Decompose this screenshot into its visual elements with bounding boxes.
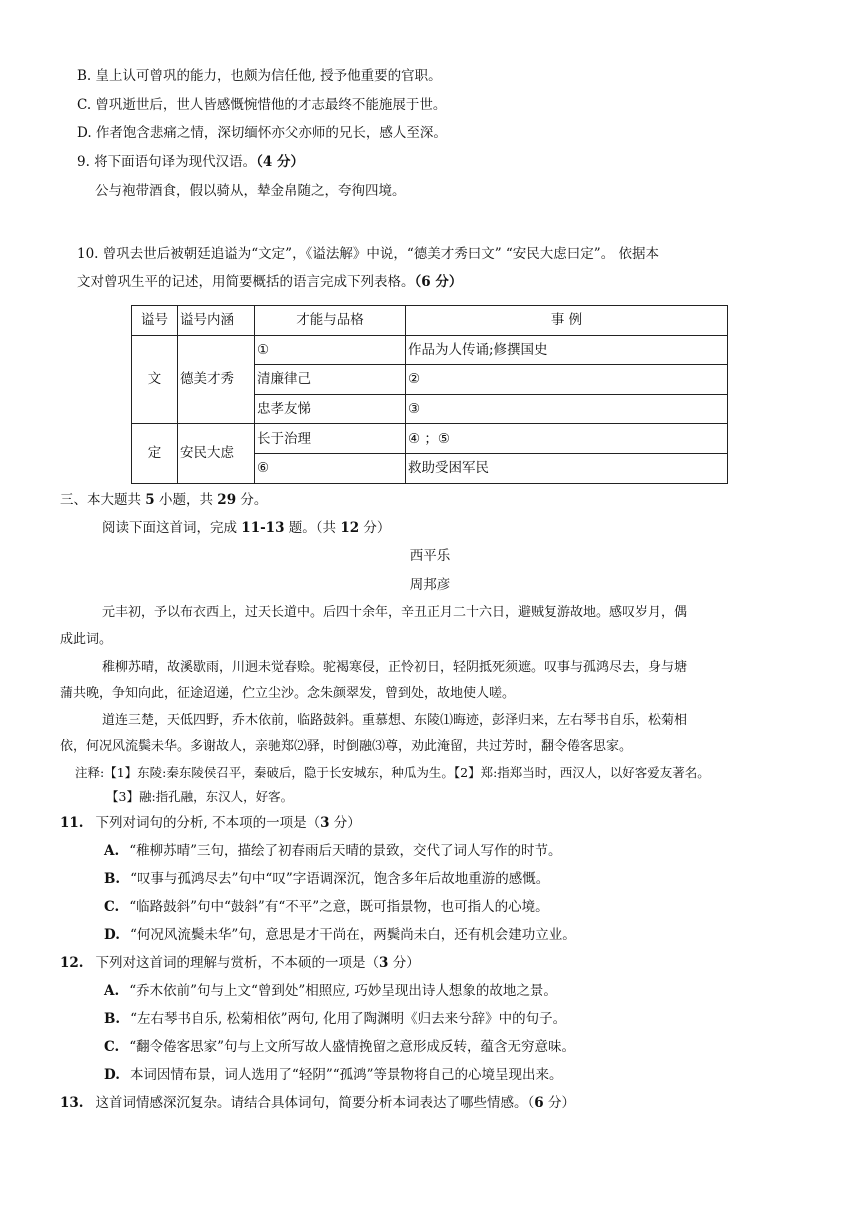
example-cell: ③ — [406, 394, 728, 424]
option-text: 本词因情布景，词人选用了“轻阴”“孤鸿”等景物将自己的心境呈现出来。 — [129, 1067, 563, 1083]
example-cell: ② — [406, 365, 728, 395]
section3-heading — [60, 490, 267, 510]
section3-total-points: 29 — [217, 492, 237, 508]
q13-stem-text: 这首词情感深沉复杂。请结合具体词句，简要分析本词表达了哪些情感。（ — [95, 1095, 535, 1111]
notes-label: 注释: — [75, 765, 105, 780]
q12-points: 3 — [379, 955, 389, 971]
section3-intro-b: 题。（共 — [284, 520, 341, 536]
q13-stem — [60, 1093, 575, 1113]
section3-heading-c: 分。 — [236, 492, 268, 508]
q13-points-suffix: 分） — [543, 1095, 575, 1111]
poem-preface-line1: 元丰初，予以布衣西上，过天长道中。后四十余年，辛丑正月二十六日，避贼复游故地。感叹岁月，偶 — [102, 605, 688, 620]
option-text: “翻令倦客思家”句与上文所写故人盛情挽留之意形成反转，蕴含无穷意味。 — [129, 1039, 576, 1055]
option-label: D. — [104, 1067, 120, 1083]
section3-heading-a: 三、本大题共 — [60, 492, 146, 508]
section3-intro-c: 分） — [359, 520, 391, 536]
poem-stanza2-line1: 道连三楚，天低四野，乔木依前，临路鼓斜。重慕想、东陵⑴晦迹，彭泽归来，左右琴书自乐，松菊相 — [102, 713, 688, 728]
q11-option-d — [104, 925, 576, 945]
option-label: A. — [104, 843, 120, 859]
trait-cell: 清廉律己 — [255, 365, 406, 395]
q12-option-b — [104, 1009, 566, 1029]
poem-stanza2-line2: 依，何况风流鬓未华。多谢故人，亲驰郑⑵驿，时倒融⑶尊，劝此淹留，共过芳时，翻令倦客思家。 — [60, 739, 633, 754]
example-cell: 救助受困军民 — [406, 453, 728, 483]
header-talent-character: 才能与品格 — [255, 306, 406, 336]
q9-stem — [77, 152, 304, 172]
ding-meaning-cell: 安民大虑 — [178, 424, 255, 483]
q8-option-c: C. 曾巩逝世后，世人皆感慨惋惜他的才志最终不能施展于世。 — [77, 97, 447, 113]
example-cell: 作品为人传诵;修撰国史 — [406, 335, 728, 365]
option-text: “叹事与孤鸿尽去”句中“叹”字语调深沉，饱含多年后故地重游的感慨。 — [130, 871, 550, 887]
option-label: C. — [104, 899, 120, 915]
q10-table — [131, 305, 728, 484]
table-row — [132, 424, 728, 454]
header-posthumous-name: 谥号 — [132, 306, 178, 336]
option-text: “临路鼓斜”句中“鼓斜”有“不平”之意，既可指景物，也可指人的心境。 — [129, 899, 549, 915]
section3-intro-a: 阅读下面这首词，完成 — [102, 520, 242, 536]
poem-title: 西平乐 — [409, 548, 451, 564]
q13-number: 13. — [60, 1095, 84, 1111]
q11-stem-text: 下列对词句的分析, 不本项的一项是（ — [95, 815, 321, 831]
q12-number: 12. — [60, 955, 84, 971]
trait-cell: ① — [255, 335, 406, 365]
q11-option-c — [104, 897, 549, 917]
section3-intro — [102, 518, 390, 538]
q11-number: 11. — [60, 815, 84, 831]
wen-name-cell: 文 — [132, 335, 178, 424]
q9-sentence: 公与袍带酒食，假以骑从，辇金帛随之，夸徇四境。 — [95, 183, 406, 199]
q11-option-a — [104, 841, 562, 861]
poem-preface-line2: 成此词。 — [60, 632, 113, 647]
option-label: B. — [104, 871, 121, 887]
poem-notes-line1 — [75, 763, 710, 783]
poem-author: 周邦彦 — [409, 577, 451, 593]
q12-points-suffix: 分） — [388, 955, 420, 971]
q9-points: （4 分） — [256, 154, 305, 170]
option-text: “稚柳苏晴”三句，描绘了初春雨后天晴的景致，交代了词人写作的时节。 — [129, 843, 562, 859]
trait-cell: 忠孝友悌 — [255, 394, 406, 424]
q9-stem-text: 9. 将下面语句译为现代汉语。 — [77, 154, 257, 170]
q8-option-b: B. 皇上认可曾巩的能力，也颇为信任他, 授予他重要的官职。 — [77, 68, 442, 84]
option-label: B. — [104, 1011, 121, 1027]
q10-stem-line1: 10. 曾巩去世后被朝廷追谥为“文定”，《谥法解》中说，“德美才秀曰文” “安民大虑曰定”。 依据本 — [77, 246, 660, 262]
q11-stem — [60, 813, 361, 833]
poem-notes-line2: 【3】融:指孔融，东汉人，好客。 — [106, 789, 294, 804]
poem-stanza1-line2: 蒲共晚，争知向此，征途迢递，伫立尘沙。念朱颜翠发，曾到处，故地使人嗟。 — [60, 686, 516, 701]
q13-points: 6 — [534, 1095, 544, 1111]
q12-stem — [60, 953, 420, 973]
trait-cell: 长于治理 — [255, 424, 406, 454]
trait-cell: ⑥ — [255, 453, 406, 483]
section3-intro-range: 11-13 — [241, 520, 285, 536]
q12-stem-text: 下列对这首词的理解与赏析，不本硕的一项是（ — [95, 955, 379, 971]
q11-points: 3 — [320, 815, 330, 831]
table-header-row — [132, 306, 728, 336]
wen-meaning-cell: 德美才秀 — [178, 335, 255, 424]
option-text: “左右琴书自乐, 松菊相依”两句, 化用了陶渊明《归去来兮辞》中的句子。 — [130, 1011, 567, 1027]
section3-question-count: 5 — [145, 492, 155, 508]
option-label: C. — [104, 1039, 120, 1055]
q12-option-d — [104, 1065, 563, 1085]
ding-name-cell: 定 — [132, 424, 178, 483]
option-label: A. — [104, 983, 120, 999]
notes-1-2: 【1】东陵:秦东陵侯召平，秦破后，隐于长安城东，种瓜为生。【2】郑:指郑当时，西汉人，以好客爱友著名。 — [104, 765, 710, 780]
q12-option-c — [104, 1037, 575, 1057]
q12-option-a — [104, 981, 557, 1001]
option-text: “何况风流鬓未华”句，意思是才干尚在，两鬓尚未白，还有机会建功立业。 — [129, 927, 576, 943]
q10-points: （6 分） — [414, 274, 463, 290]
option-label: D. — [104, 927, 120, 943]
option-text: “乔木依前”句与上文“曾到处”相照应, 巧妙呈现出诗人想象的故地之景。 — [129, 983, 557, 999]
q8-option-d: D. 作者饱含悲痛之情，深切缅怀亦父亦师的兄长，感人至深。 — [77, 125, 447, 141]
poem-stanza1-line1: 稚柳苏晴，故溪歇雨，川迥未觉春赊。驼褐寒侵，正怜初日，轻阴抵死须遮。叹事与孤鸿尽去，身与塘 — [102, 660, 688, 675]
q10-stem-line2-text: 文对曾巩生平的记述，用简要概括的语言完成下列表格。 — [77, 274, 415, 290]
header-name-meaning: 谥号内涵 — [178, 306, 255, 336]
q10-stem-line2 — [77, 272, 462, 292]
q11-points-suffix: 分） — [329, 815, 361, 831]
section3-intro-points: 12 — [340, 520, 360, 536]
header-examples: 事 例 — [406, 306, 728, 336]
q11-option-b — [104, 869, 549, 889]
section3-heading-b: 小题，共 — [154, 492, 218, 508]
table-row — [132, 335, 728, 365]
example-cell: ④ ；⑤ — [406, 424, 728, 454]
